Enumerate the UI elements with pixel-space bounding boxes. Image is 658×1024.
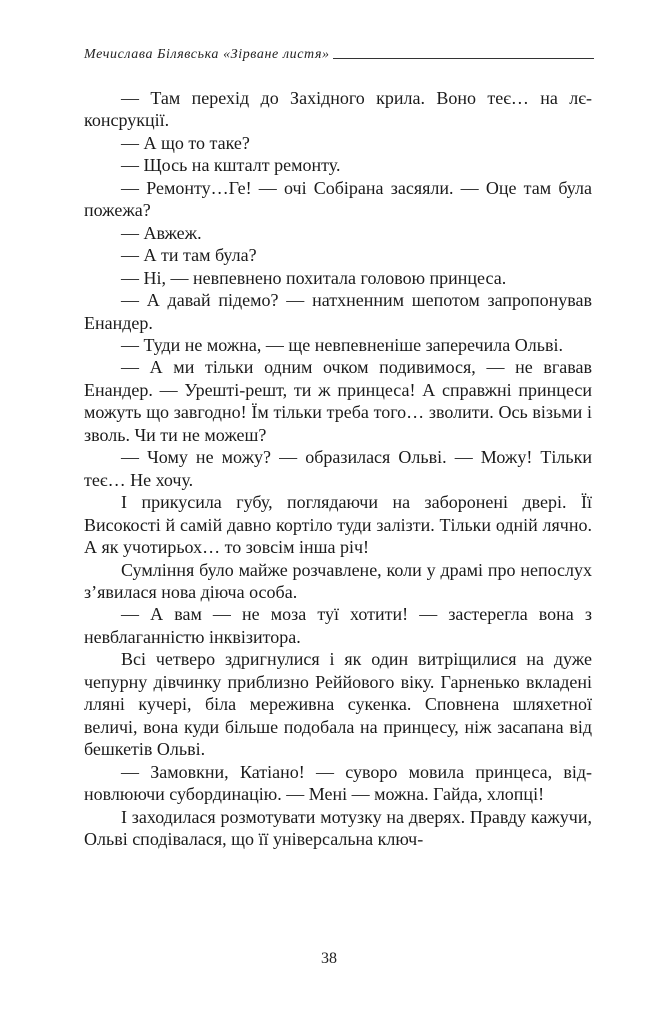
paragraph: — А що то таке? [121, 132, 250, 153]
running-head-text: Мечислава Білявська «Зірване листя» [84, 47, 330, 62]
running-head [84, 47, 594, 63]
paragraph: — Туди не можна, — ще невпевненіше заперечила Ольві. [121, 334, 563, 355]
paragraph: Всі четверо здригнулися і як один витріщилися на дуже чепурну дівчинку приблизно Реййового віку. Гарненько вкладені лляні кучері, біла мереживна сукенка. Сповнена шляхетної величі, вона куди більше подобала на принцесу, ніж засапана від бешкетів Ольві. [84, 649, 592, 760]
paragraph: — Ні, — невпевнено похитала головою принцеса. [121, 267, 507, 288]
paragraph: — А давай підемо? — натхненним шепотом запропонував Енандер. [84, 290, 592, 333]
paragraph: І прикусила губу, поглядаючи на заборонені двері. Її Високості й самій давно кортіло туди залізти. Тільки одній лячно. А як учотирьох… то зовсім інша річ! [84, 492, 592, 558]
paragraph: І заходилася розмотувати мотузку на дверях. Правду кажучи, Ольві сподівалася, що її універсальна ключ- [84, 806, 592, 849]
paragraph: — А ти там була? [121, 245, 257, 266]
running-head-rule [333, 58, 594, 59]
paragraph: — Замовкни, Катіано! — суворо мовила принцеса, відновлюючи субординацію. — Мені — можна. Гайда, хлопці! [84, 761, 592, 805]
paragraph: — Авжеж. [121, 222, 202, 243]
body-text [84, 87, 592, 850]
paragraph: — Ремонту…Ге! — очі Собірана засяяли. — Оце там була пожежа? [84, 177, 592, 221]
paragraph: Сумління було майже розчавлене, коли у драмі про непослух з’явилася нова діюча особа. [84, 559, 592, 602]
paragraph: — А ми тільки одним очком подивимося, — не вгавав Енандер. — Урешті-решт, ти ж принцеса! А справжні принцеси можуть що завгодно! Їм тільки треба того… зволити. Ось візьми і зволь. Чи ти не можеш? [84, 357, 592, 445]
paragraph: — Щось на кшталт ремонту. [121, 155, 341, 176]
paragraph: — Чому не можу? — образилася Ольві. — Можу! Тільки теє… Не хочу. [84, 447, 592, 490]
paragraph: — Там перехід до Західного крила. Воно теє… на лєконсрукції. [84, 88, 592, 131]
paragraph: — А вам — не моза туї хотити! — застерегла вона з невблаганністю інквізитора. [84, 604, 592, 647]
page-number: 38 [321, 950, 337, 967]
